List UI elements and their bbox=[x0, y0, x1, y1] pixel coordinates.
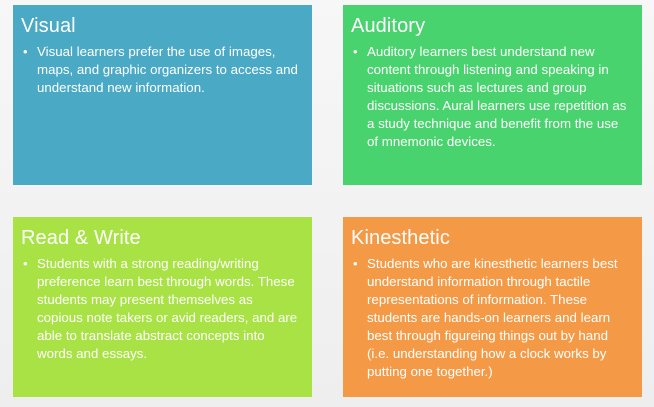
auditory-title: Auditory bbox=[351, 15, 426, 37]
read-write-description: Students with a strong reading/writing preference learn best through words. These students may present themselves as copious note takers or avid readers, and are able to translate abstract concepts into words and essays. bbox=[37, 256, 298, 361]
read-write-title: Read & Write bbox=[21, 227, 141, 249]
kinesthetic-description: Students who are kinesthetic learners best understand information through tactile representations of information. These students are hands-on learners and learn best through figureing things out by hand (i.e. understanding how a clock works by putting one together.) bbox=[367, 256, 618, 379]
kinesthetic-bullet bbox=[351, 255, 632, 381]
visual-title: Visual bbox=[21, 15, 76, 37]
visual-description: Visual learners prefer the use of images, maps, and graphic organizers to access and understand new information. bbox=[37, 44, 298, 95]
bullet-dot-icon: • bbox=[23, 44, 28, 59]
bullet-dot-icon: • bbox=[353, 44, 358, 59]
auditory-bullet bbox=[351, 43, 632, 151]
auditory-description: Auditory learners best understand new content through listening and speaking in situations such as lectures and group discussions. Aural learners use repetition as a study technique and benefit from the use of mnemonic devices. bbox=[367, 44, 627, 149]
visual-card bbox=[13, 5, 312, 185]
visual-bullet bbox=[21, 43, 302, 97]
kinesthetic-card bbox=[343, 217, 642, 397]
auditory-card bbox=[343, 5, 642, 185]
read-write-card bbox=[13, 217, 312, 397]
bullet-dot-icon: • bbox=[353, 256, 358, 271]
bullet-dot-icon: • bbox=[23, 256, 28, 271]
kinesthetic-title: Kinesthetic bbox=[351, 227, 450, 249]
read-write-bullet bbox=[21, 255, 302, 363]
